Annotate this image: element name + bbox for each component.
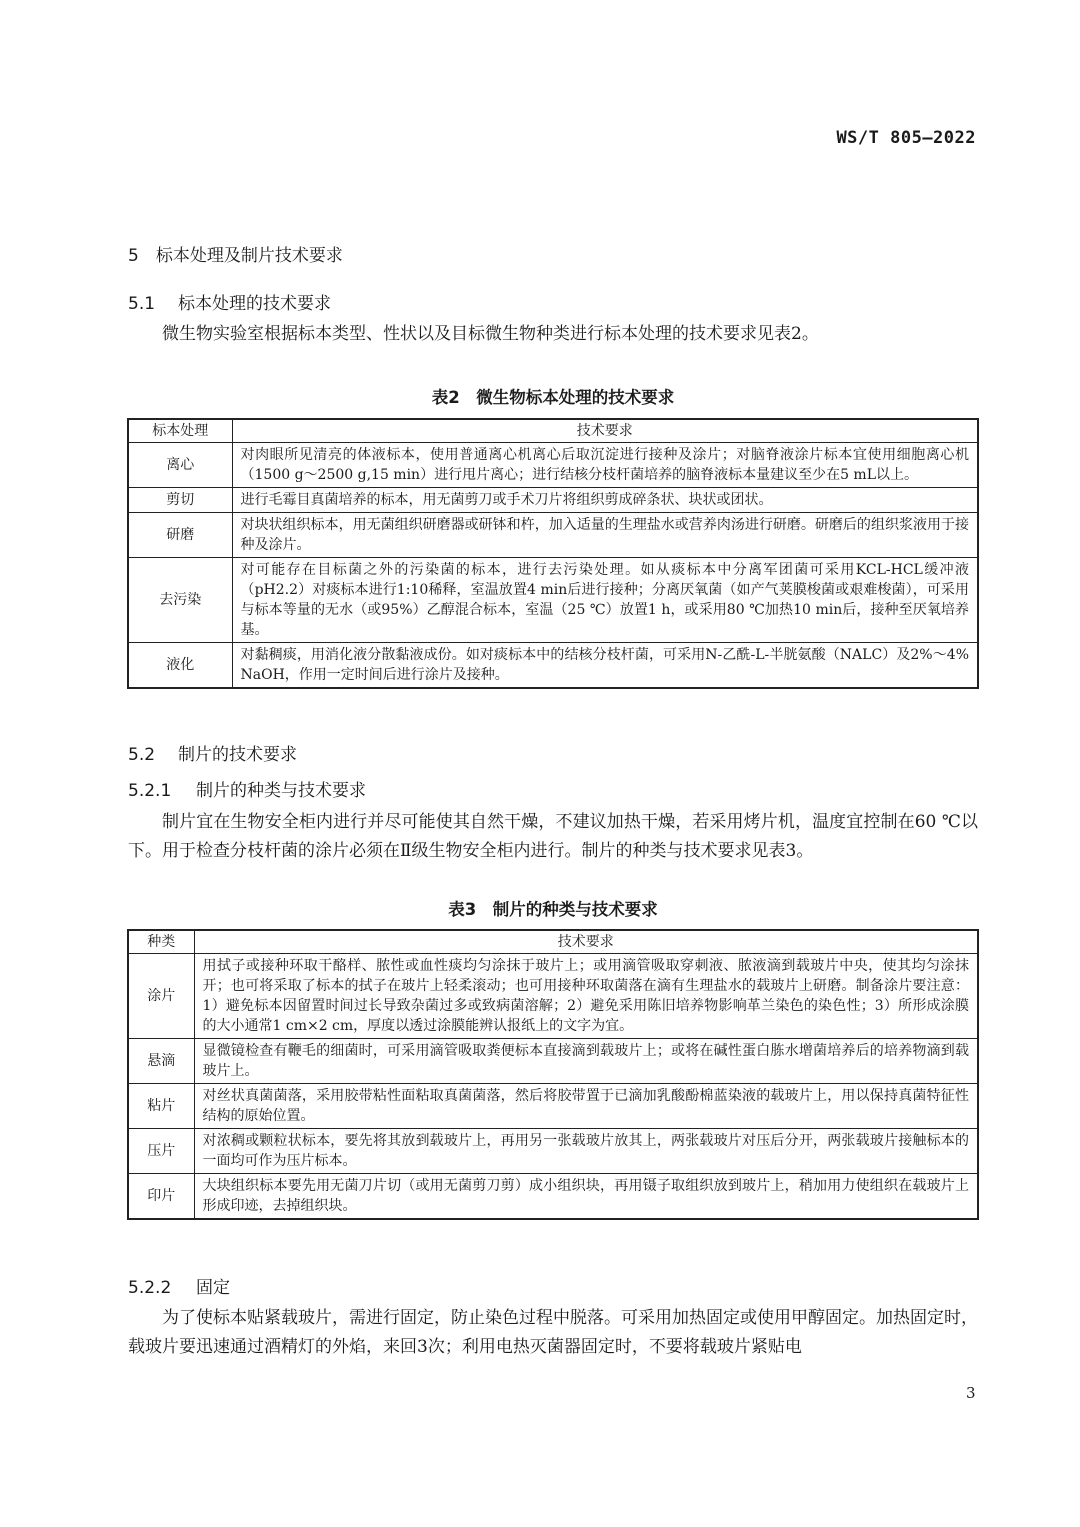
section-title: 制片的种类与技术要求 [196,781,366,801]
section-number: 5.1 [128,294,156,314]
section-5-heading: 5 标本处理及制片技术要求 [128,246,343,266]
row-value: 用拭子或接种环取干酪样、脓性或血性痰均匀涂抹于玻片上；或用滴管吸取穿刺液、脓液滴到载玻片中央，使其均匀涂抹开；也可将采取了标本的拭子在玻片上轻柔滚动；也可用接种环取菌落在滴有生理盐水的载玻片上研磨。制备涂片要注意：1）避免标本因留置时间过长导致杂菌过多或致病菌溶解；2）避免采用陈旧培养物影响革兰染色的染色性；3）所形成涂膜的大小通常1 cm×2 cm，厚度以透过涂膜能辨认报纸上的文字为宜。 [194,954,978,1039]
column-header: 技术要求 [194,930,978,954]
section-title: 制片的技术要求 [178,745,297,765]
row-value: 显微镜检查有鞭毛的细菌时，可采用滴管吸取粪便标本直接滴到载玻片上；或将在碱性蛋白胨水增菌培养后的培养物滴到载玻片上。 [194,1039,978,1084]
section-5-2-heading [128,740,297,765]
section-title: 标本处理的技术要求 [178,294,331,314]
section-title: 固定 [196,1278,230,1298]
row-key: 研磨 [128,513,232,558]
table-row [128,443,978,488]
section-5-2-1-paragraph: 制片宜在生物安全柜内进行并尽可能使其自然干燥，不建议加热干燥，若采用烤片机，温度宜控制在60 ℃以下。用于检查分枝杆菌的涂片必须在Ⅱ级生物安全柜内进行。制片的种类与技术要求见表3。 [128,812,978,861]
row-value: 对肉眼所见清亮的体液标本，使用普通离心机离心后取沉淀进行接种及涂片；对脑脊液涂片标本宜使用细胞离心机（1500 g～2500 g,15 min）进行甩片离心；进行结核分枝杆菌培养的脑脊液标本量建议至少在5 mL以上。 [232,443,978,488]
column-header: 技术要求 [232,419,978,443]
row-key: 去污染 [128,558,232,643]
row-key: 压片 [128,1129,194,1174]
table-row [128,1084,978,1129]
table-row [128,1039,978,1084]
section-5-2-2-paragraph: 为了使标本贴紧载玻片，需进行固定，防止染色过程中脱落。可采用加热固定或使用甲醇固定。加热固定时，载玻片要迅速通过酒精灯的外焰，来回3次；利用电热灭菌器固定时，不要将载玻片紧贴电 [128,1308,978,1357]
row-key: 离心 [128,443,232,488]
table-2-caption: 表2 微生物标本处理的技术要求 [431,388,675,407]
row-key: 粘片 [128,1084,194,1129]
document-number: WS/T 805—2022 [836,128,976,148]
section-number: 5.2 [128,745,156,765]
section-number: 5.2.2 [128,1278,172,1298]
row-value: 对浓稠或颗粒状标本，要先将其放到载玻片上，再用另一张载玻片放其上，两张载玻片对压后分开，两张载玻片接触标本的一面均可作为压片标本。 [194,1129,978,1174]
row-key: 剪切 [128,488,232,513]
section-5-1-heading [128,289,331,314]
row-value: 对块状组织标本，用无菌组织研磨器或研钵和杵，加入适量的生理盐水或营养肉汤进行研磨。研磨后的组织浆液用于接种及涂片。 [232,513,978,558]
row-value: 对黏稠痰，用消化液分散黏液成份。如对痰标本中的结核分枝杆菌，可采用N-乙酰-L-半胱氨酸（NALC）及2%～4% NaOH，作用一定时间后进行涂片及接种。 [232,643,978,689]
section-5-2-2-heading [128,1273,230,1298]
row-value: 大块组织标本要先用无菌刀片切（或用无菌剪刀剪）成小组织块，再用镊子取组织放到玻片上，稍加用力使组织在载玻片上形成印迹，去掉组织块。 [194,1174,978,1220]
row-key: 印片 [128,1174,194,1220]
row-value: 进行毛霉目真菌培养的标本，用无菌剪刀或手术刀片将组织剪成碎条状、块状或团状。 [232,488,978,513]
page-number: 3 [966,1384,976,1402]
row-value: 对丝状真菌菌落，采用胶带粘性面粘取真菌菌落，然后将胶带置于已滴加乳酸酚棉蓝染液的载玻片上，用以保持真菌特征性结构的原始位置。 [194,1084,978,1129]
section-number: 5.2.1 [128,781,172,801]
table-row [128,643,978,689]
row-value: 对可能存在目标菌之外的污染菌的标本，进行去污染处理。如从痰标本中分离军团菌可采用KCL-HCL缓冲液（pH2.2）对痰标本进行1:10稀释，室温放置4 min后进行接种；分离厌氧菌（如产气荚膜梭菌或艰难梭菌），可采用与标本等量的无水（或95%）乙醇混合标本，室温（25 ℃）放置1 h，或采用80 ℃加热10 min后，接种至厌氧培养基。 [232,558,978,643]
table-header-row [128,930,978,954]
table-header-row [128,419,978,443]
column-header: 标本处理 [128,419,232,443]
section-5-1-paragraph: 微生物实验室根据标本类型、性状以及目标微生物种类进行标本处理的技术要求见表2。 [162,324,819,344]
table-row [128,1129,978,1174]
table-2 [127,418,979,689]
row-key: 涂片 [128,954,194,1039]
table-row [128,1174,978,1220]
table-row [128,488,978,513]
table-row [128,558,978,643]
table-3-caption: 表3 制片的种类与技术要求 [448,900,658,919]
table-3 [127,929,979,1220]
column-header: 种类 [128,930,194,954]
section-5-2-1-heading [128,776,366,801]
table-row [128,513,978,558]
row-key: 液化 [128,643,232,689]
table-row [128,954,978,1039]
row-key: 悬滴 [128,1039,194,1084]
